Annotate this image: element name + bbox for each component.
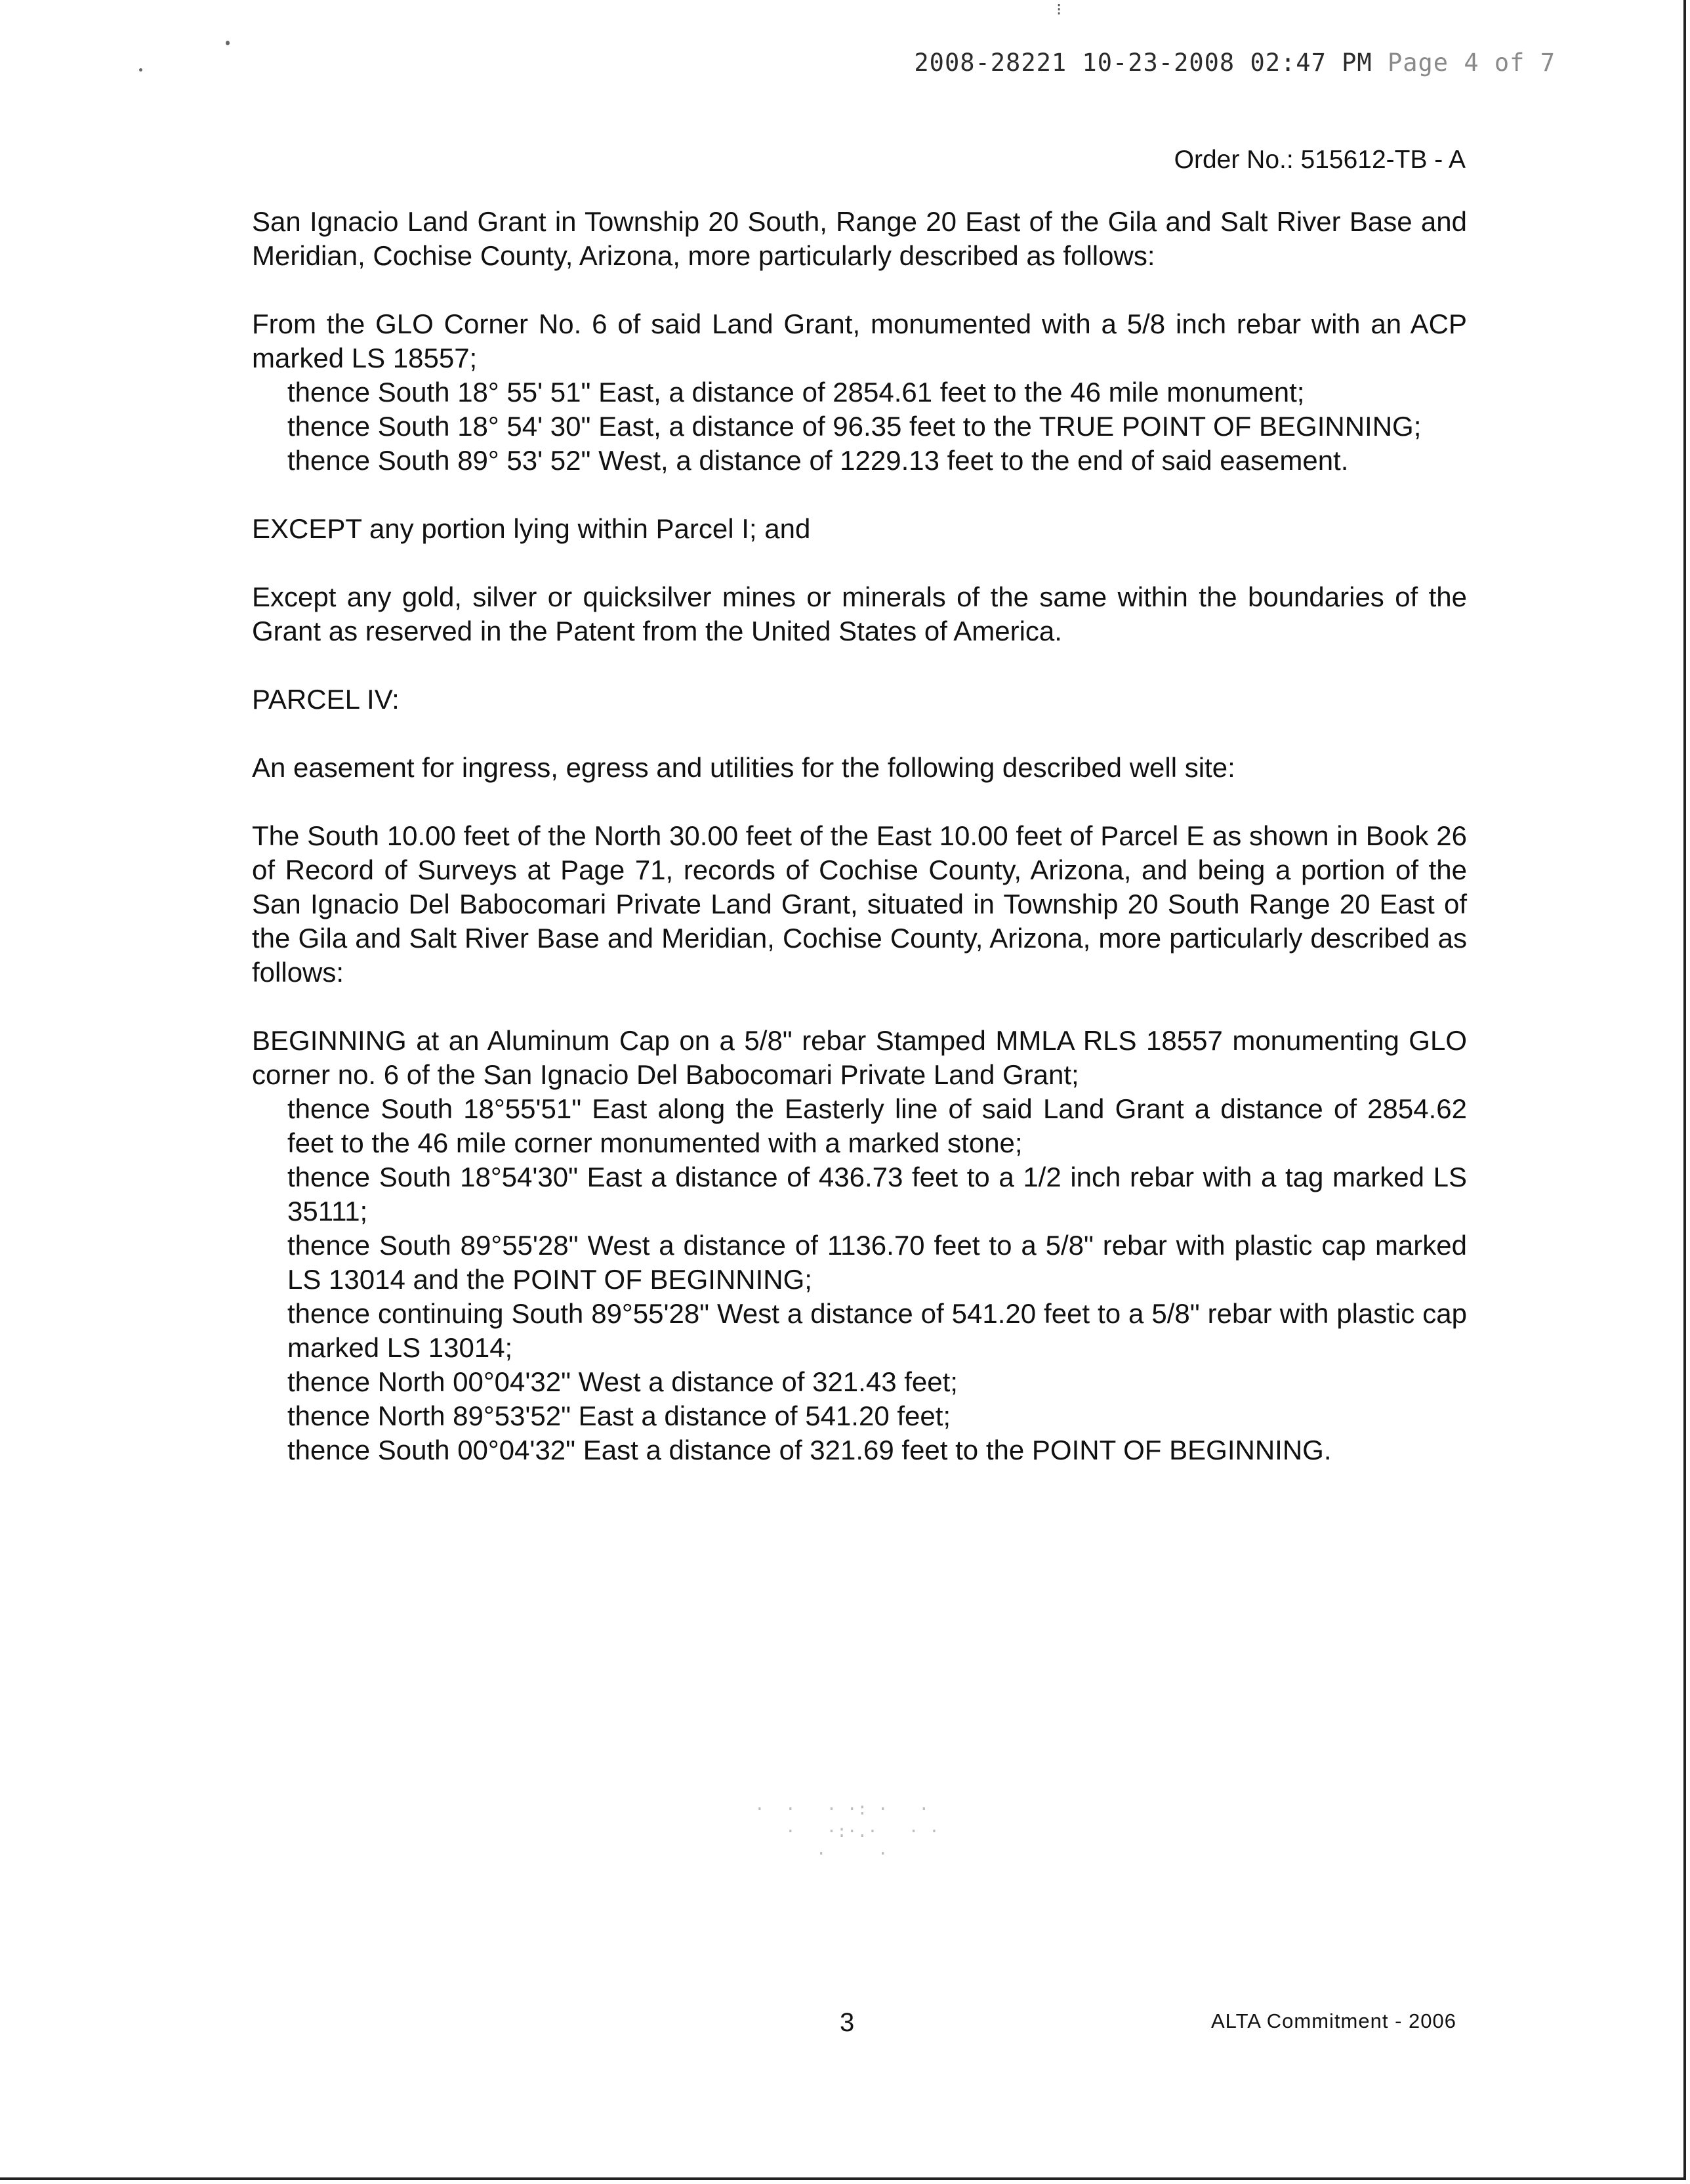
paragraph-except-minerals: Except any gold, silver or quicksilver mines or minerals of the same within the boundaries of the Grant as reserved in the Patent from the United States of America.: [252, 581, 1467, 646]
course-line: thence South 18° 54' 30" East, a distance of 96.35 feet to the TRUE POINT OF BEGINNING;: [287, 411, 1422, 442]
course-line: thence North 89°53'52" East a distance of 541.20 feet;: [287, 1400, 951, 1431]
paragraph-easement-purpose: An easement for ingress, egress and utilities for the following described well site:: [252, 752, 1235, 783]
course-line: thence North 00°04'32" West a distance of 321.43 feet;: [287, 1366, 958, 1397]
recording-stamp-page: Page 4 of 7: [1387, 49, 1556, 77]
scan-artifact-mark: ⁝: [1056, 0, 1062, 20]
course-intro: From the GLO Corner No. 6 of said Land Grant, monumented with a 5/8 inch rebar with an ACP marked LS 18557;: [252, 308, 1467, 373]
parcel-heading: PARCEL IV:: [252, 684, 400, 715]
scan-noise: · · · ·: · · · ·:·.· · · · ·: [754, 1799, 939, 1864]
form-name: ALTA Commitment - 2006: [1210, 2009, 1456, 2032]
legal-description: [252, 205, 1467, 1502]
course-line: thence continuing South 89°55'28" West a distance of 541.20 feet to a 5/8" rebar with plastic cap marked LS 13014;: [287, 1298, 1467, 1363]
scan-speck: [226, 41, 230, 45]
recording-stamp: [914, 49, 1556, 77]
order-number: Order No.: 515612-TB - A: [1174, 146, 1466, 174]
paragraph-well-site: The South 10.00 feet of the North 30.00 feet of the East 10.00 feet of Parcel E as shown in Book 26 of Record of Surveys at Page 71, records of Cochise County, Arizona, and being a portion of the San Ignacio Del Babocomari Private Land Grant, situated in Township 20 South Range 20 East of the Gila and Salt River Base and Meridian, Cochise County, Arizona, more particularly described as follows:: [252, 820, 1467, 988]
course-line: thence South 89°55'28" West a distance of 1136.70 feet to a 5/8" rebar with plastic cap marked LS 13014 and the POINT OF BEGINNING;: [287, 1230, 1467, 1295]
course-line: thence South 18°55'51" East along the Easterly line of said Land Grant a distance of 2854.62 feet to the 46 mile corner monumented with a marked stone;: [287, 1093, 1467, 1158]
scan-speck: [139, 68, 142, 72]
paragraph-grant-description: San Ignacio Land Grant in Township 20 South, Range 20 East of the Gila and Salt River Base and Meridian, Cochise County, Arizona, more particularly described as follows:: [252, 206, 1467, 271]
page-number: 3: [840, 2008, 855, 2037]
paragraph-except-parcel: EXCEPT any portion lying within Parcel I; and: [252, 513, 811, 544]
course-intro: BEGINNING at an Aluminum Cap on a 5/8" rebar Stamped MMLA RLS 18557 monumenting GLO corner no. 6 of the San Ignacio Del Babocomari Private Land Grant;: [252, 1025, 1467, 1090]
recording-stamp-main: 2008-28221 10-23-2008 02:47 PM: [914, 49, 1372, 77]
course-line: thence South 00°04'32" East a distance of 321.69 feet to the POINT OF BEGINNING.: [287, 1435, 1332, 1465]
course-line: thence South 89° 53' 52" West, a distance of 1229.13 feet to the end of said easement.: [287, 445, 1349, 476]
paragraph-easement-course: [252, 307, 1467, 478]
paragraph-beginning-courses: [252, 1024, 1467, 1467]
course-line: thence South 18°54'30" East a distance of 436.73 feet to a 1/2 inch rebar with a tag marked LS 35111;: [287, 1162, 1467, 1227]
course-line: thence South 18° 55' 51" East, a distance of 2854.61 feet to the 46 mile monument;: [287, 377, 1305, 408]
